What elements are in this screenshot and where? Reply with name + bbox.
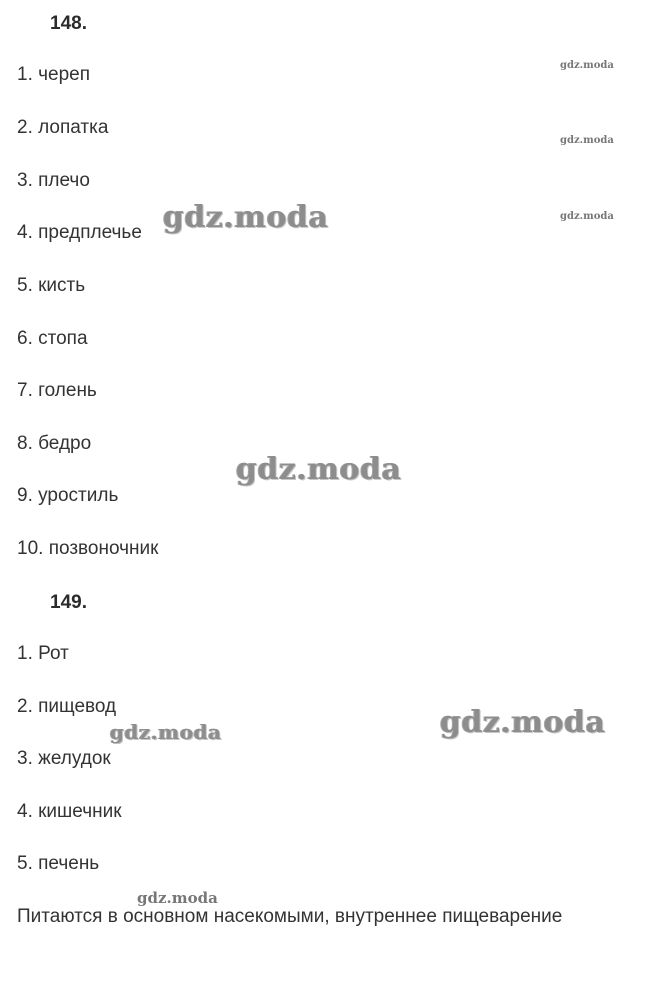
watermark-logo: gdz.moda [137,889,218,907]
heading-149: 149. [50,592,87,613]
watermark-logo: gdz.moda [560,211,614,222]
watermark-logo: gdz.moda [110,720,222,744]
list-item: 5. печень [17,853,100,874]
watermark-logo: gdz.moda [560,60,614,71]
list-item: 10. позвоночник [17,538,159,559]
list-item: 2. лопатка [17,117,109,138]
heading-148: 148. [50,13,87,34]
list-item: 4. кишечник [17,801,122,822]
list-item: 8. бедро [17,433,92,454]
list-item: 6. стопа [17,328,88,349]
list-item: 3. желудок [17,748,111,769]
list-item: 3. плечо [17,170,90,191]
list-item: 1. Рот [17,643,69,664]
list-item: 5. кисть [17,275,86,296]
list-item: 9. уростиль [17,485,119,506]
list-item: 1. череп [17,64,91,85]
list-item: 4. предплечье [17,222,142,243]
watermark-logo: gdz.moda [440,705,606,740]
watermark-logo: gdz.moda [163,200,329,235]
answer-note: Питаются в основном насекомыми, внутреннее пищеварение [17,906,563,927]
watermark-logo: gdz.moda [236,452,402,487]
list-item: 7. голень [17,380,97,401]
watermark-logo: gdz.moda [560,135,614,146]
list-item: 2. пищевод [17,696,117,717]
